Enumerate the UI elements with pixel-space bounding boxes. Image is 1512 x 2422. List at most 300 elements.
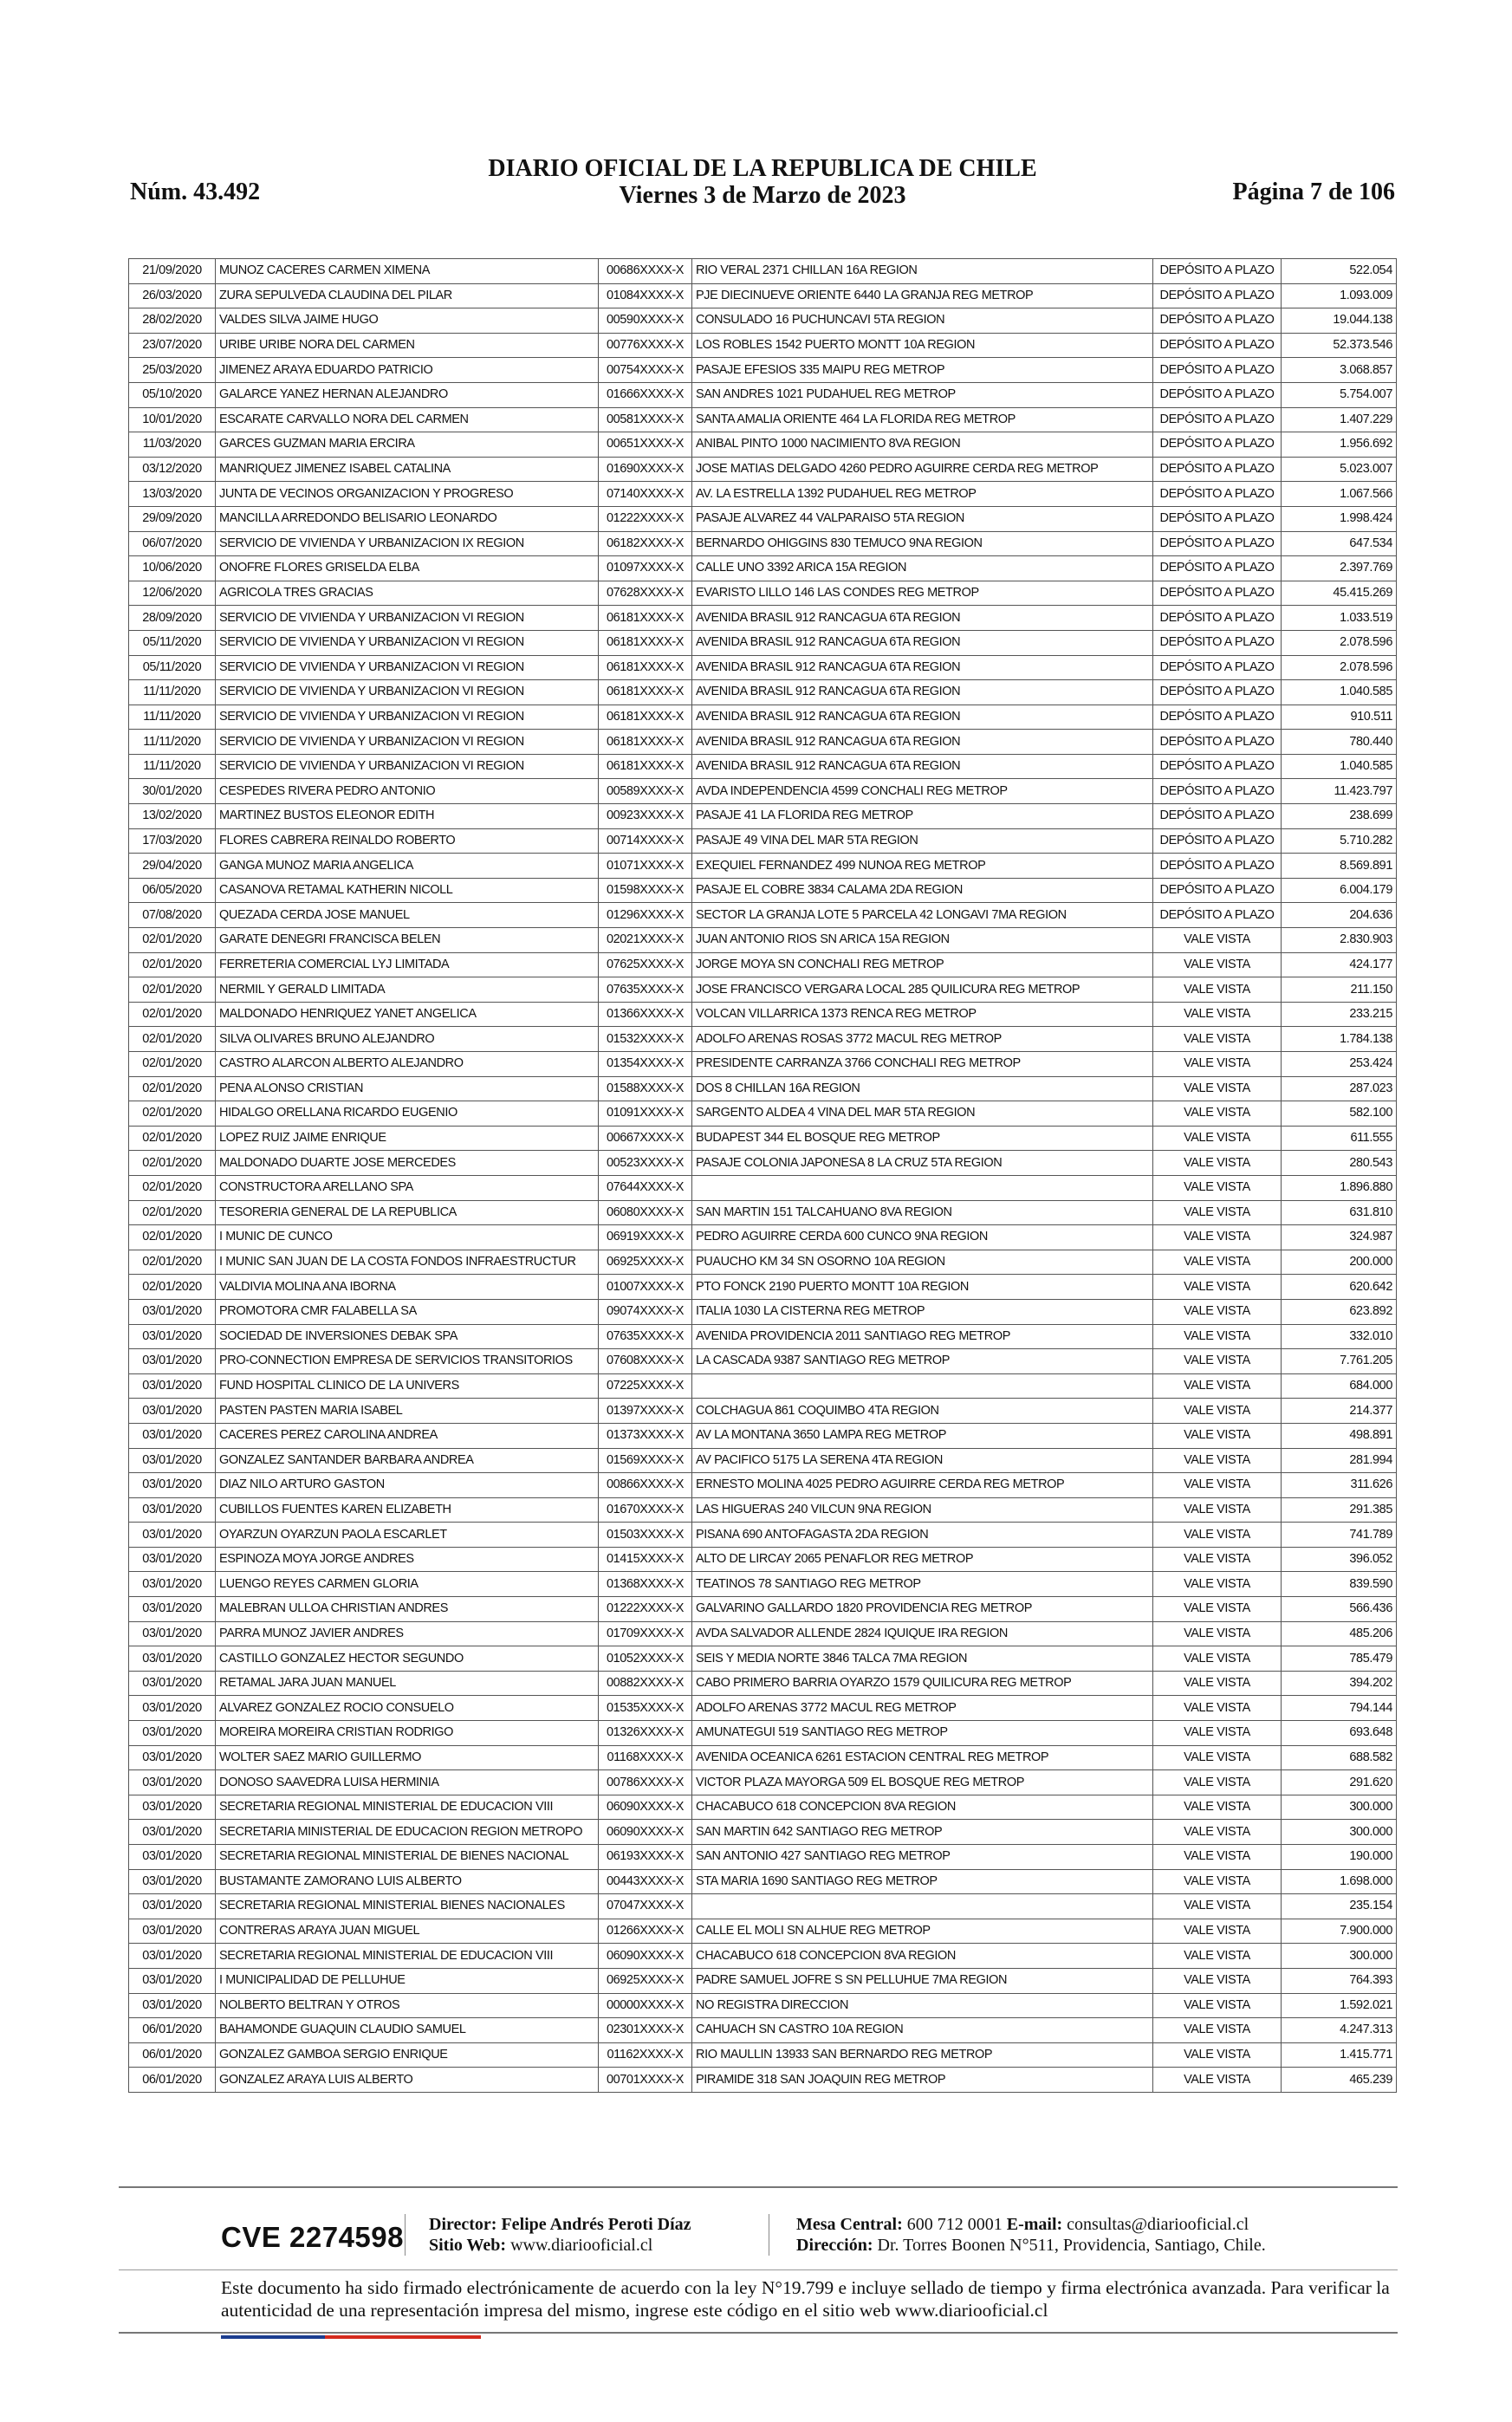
table-row	[129, 1869, 1397, 1894]
rut-cell: 01709XXXX-X	[599, 1621, 692, 1646]
table-row	[129, 1993, 1397, 2018]
amount-cell: 287.023	[1282, 1076, 1397, 1101]
type-cell: VALE VISTA	[1153, 1002, 1282, 1027]
rut-cell: 06919XXXX-X	[599, 1225, 692, 1250]
amount-cell: 2.078.596	[1282, 630, 1397, 655]
type-cell: VALE VISTA	[1153, 977, 1282, 1003]
date-cell: 28/02/2020	[129, 308, 216, 334]
date-cell: 12/06/2020	[129, 581, 216, 606]
type-cell: VALE VISTA	[1153, 1324, 1282, 1349]
rut-cell: 00581XXXX-X	[599, 407, 692, 432]
rut-cell: 01690XXXX-X	[599, 457, 692, 482]
date-cell: 06/01/2020	[129, 2018, 216, 2043]
date-cell: 03/01/2020	[129, 1399, 216, 1424]
footer-separator	[405, 2214, 406, 2256]
address-cell: ALTO DE LIRCAY 2065 PENAFLOR REG METROP	[692, 1547, 1153, 1572]
date-cell: 02/01/2020	[129, 952, 216, 977]
amount-cell: 394.202	[1282, 1671, 1397, 1696]
date-cell: 07/08/2020	[129, 903, 216, 928]
amount-cell: 235.154	[1282, 1894, 1397, 1919]
type-cell: DEPÓSITO A PLAZO	[1153, 407, 1282, 432]
date-cell: 06/01/2020	[129, 2042, 216, 2068]
type-cell: VALE VISTA	[1153, 1671, 1282, 1696]
date-cell: 06/05/2020	[129, 878, 216, 903]
type-cell: VALE VISTA	[1153, 1399, 1282, 1424]
type-cell: VALE VISTA	[1153, 1200, 1282, 1225]
amount-cell: 5.754.007	[1282, 382, 1397, 407]
web-label: Sitio Web:	[429, 2236, 507, 2255]
amount-cell: 2.078.596	[1282, 655, 1397, 680]
name-cell: MANRIQUEZ JIMENEZ ISABEL CATALINA	[216, 457, 599, 482]
type-cell: DEPÓSITO A PLAZO	[1153, 730, 1282, 755]
date-cell: 03/01/2020	[129, 1944, 216, 1969]
type-cell: VALE VISTA	[1153, 2018, 1282, 2043]
amount-cell: 498.891	[1282, 1423, 1397, 1448]
records-table	[128, 258, 1397, 2093]
name-cell: ESCARATE CARVALLO NORA DEL CARMEN	[216, 407, 599, 432]
name-cell: DONOSO SAAVEDRA LUISA HERMINIA	[216, 1770, 599, 1795]
date-cell: 10/01/2020	[129, 407, 216, 432]
address-cell: LAS HIGUERAS 240 VILCUN 9NA REGION	[692, 1497, 1153, 1523]
type-cell: DEPÓSITO A PLAZO	[1153, 482, 1282, 507]
date-cell: 03/01/2020	[129, 1497, 216, 1523]
date-cell: 03/01/2020	[129, 1473, 216, 1498]
rut-cell: 01296XXXX-X	[599, 903, 692, 928]
amount-cell: 5.710.282	[1282, 828, 1397, 854]
amount-cell: 764.393	[1282, 1968, 1397, 1993]
address-cell: JOSE FRANCISCO VERGARA LOCAL 285 QUILICURA REG METROP	[692, 977, 1153, 1003]
table-row	[129, 1770, 1397, 1795]
address-cell: GALVARINO GALLARDO 1820 PROVIDENCIA REG METROP	[692, 1597, 1153, 1622]
date-cell: 11/11/2020	[129, 705, 216, 730]
name-cell: JIMENEZ ARAYA EDUARDO PATRICIO	[216, 358, 599, 383]
name-cell: AGRICOLA TRES GRACIAS	[216, 581, 599, 606]
table-row	[129, 828, 1397, 854]
rut-cell: 00866XXXX-X	[599, 1473, 692, 1498]
amount-cell: 794.144	[1282, 1696, 1397, 1721]
date-cell: 23/07/2020	[129, 333, 216, 358]
amount-cell: 291.620	[1282, 1770, 1397, 1795]
type-cell: DEPÓSITO A PLAZO	[1153, 655, 1282, 680]
type-cell: VALE VISTA	[1153, 1250, 1282, 1275]
page-header	[130, 156, 1395, 217]
type-cell: VALE VISTA	[1153, 1225, 1282, 1250]
type-cell: VALE VISTA	[1153, 1275, 1282, 1300]
name-cell: SECRETARIA REGIONAL MINISTERIAL DE BIENES NACIONAL	[216, 1845, 599, 1870]
rut-cell: 01354XXXX-X	[599, 1052, 692, 1077]
table-row	[129, 556, 1397, 581]
type-cell: DEPÓSITO A PLAZO	[1153, 680, 1282, 705]
rut-cell: 00443XXXX-X	[599, 1869, 692, 1894]
amount-cell: 785.479	[1282, 1646, 1397, 1672]
date-cell: 03/01/2020	[129, 1621, 216, 1646]
date-cell: 03/01/2020	[129, 1572, 216, 1597]
type-cell: VALE VISTA	[1153, 1423, 1282, 1448]
rut-cell: 07625XXXX-X	[599, 952, 692, 977]
address-cell: PIRAMIDE 318 SAN JOAQUIN REG METROP	[692, 2068, 1153, 2093]
date-cell: 25/03/2020	[129, 358, 216, 383]
amount-cell: 1.784.138	[1282, 1027, 1397, 1052]
name-cell: SILVA OLIVARES BRUNO ALEJANDRO	[216, 1027, 599, 1052]
amount-cell: 291.385	[1282, 1497, 1397, 1523]
address-cell: SAN MARTIN 642 SANTIAGO REG METROP	[692, 1820, 1153, 1845]
date-cell: 03/01/2020	[129, 1795, 216, 1820]
type-cell: DEPÓSITO A PLAZO	[1153, 358, 1282, 383]
rut-cell: 01503XXXX-X	[599, 1523, 692, 1548]
name-cell: SOCIEDAD DE INVERSIONES DEBAK SPA	[216, 1324, 599, 1349]
type-cell: VALE VISTA	[1153, 1448, 1282, 1473]
type-cell: VALE VISTA	[1153, 1993, 1282, 2018]
type-cell: VALE VISTA	[1153, 1547, 1282, 1572]
address-cell	[692, 1894, 1153, 1919]
table-row	[129, 308, 1397, 334]
name-cell: PROMOTORA CMR FALABELLA SA	[216, 1299, 599, 1324]
address-cell: PUAUCHO KM 34 SN OSORNO 10A REGION	[692, 1250, 1153, 1275]
rut-cell: 01007XXXX-X	[599, 1275, 692, 1300]
date-cell: 10/06/2020	[129, 556, 216, 581]
table-row	[129, 1572, 1397, 1597]
address-cell: SAN ANDRES 1021 PUDAHUEL REG METROP	[692, 382, 1153, 407]
type-cell: DEPÓSITO A PLAZO	[1153, 531, 1282, 556]
type-cell: VALE VISTA	[1153, 1696, 1282, 1721]
type-cell: VALE VISTA	[1153, 1101, 1282, 1127]
amount-cell: 1.998.424	[1282, 506, 1397, 531]
table-row	[129, 1275, 1397, 1300]
address-cell: PEDRO AGUIRRE CERDA 600 CUNCO 9NA REGION	[692, 1225, 1153, 1250]
date-cell: 06/01/2020	[129, 2068, 216, 2093]
address-cell: CABO PRIMERO BARRIA OYARZO 1579 QUILICURA REG METROP	[692, 1671, 1153, 1696]
page-number: Página 7 de 106	[1232, 179, 1395, 205]
type-cell: DEPÓSITO A PLAZO	[1153, 878, 1282, 903]
type-cell: VALE VISTA	[1153, 1820, 1282, 1845]
type-cell: DEPÓSITO A PLAZO	[1153, 556, 1282, 581]
type-cell: VALE VISTA	[1153, 1919, 1282, 1944]
address-cell: LOS ROBLES 1542 PUERTO MONTT 10A REGION	[692, 333, 1153, 358]
amount-cell: 19.044.138	[1282, 308, 1397, 334]
address-cell: PASAJE EL COBRE 3834 CALAMA 2DA REGION	[692, 878, 1153, 903]
table-row	[129, 1696, 1397, 1721]
type-cell: DEPÓSITO A PLAZO	[1153, 333, 1282, 358]
address-cell: AVENIDA BRASIL 912 RANCAGUA 6TA REGION	[692, 606, 1153, 631]
address-cell: AVENIDA BRASIL 912 RANCAGUA 6TA REGION	[692, 655, 1153, 680]
address-cell: PASAJE ALVAREZ 44 VALPARAISO 5TA REGION	[692, 506, 1153, 531]
footer-top-divider	[119, 2186, 1398, 2188]
web-link[interactable]: www.diariooficial.cl	[510, 2236, 653, 2255]
cve-code: CVE 2274598	[221, 2221, 404, 2253]
amount-cell: 311.626	[1282, 1473, 1397, 1498]
table-row	[129, 1101, 1397, 1127]
name-cell: TESORERIA GENERAL DE LA REPUBLICA	[216, 1200, 599, 1225]
contact-info	[796, 2214, 1266, 2256]
rut-cell: 01670XXXX-X	[599, 1497, 692, 1523]
name-cell: GARATE DENEGRI FRANCISCA BELEN	[216, 928, 599, 953]
table-row	[129, 754, 1397, 779]
address-cell: PISANA 690 ANTOFAGASTA 2DA REGION	[692, 1523, 1153, 1548]
type-cell: VALE VISTA	[1153, 1497, 1282, 1523]
rut-cell: 01162XXXX-X	[599, 2042, 692, 2068]
name-cell: SECRETARIA REGIONAL MINISTERIAL DE EDUCACION VIII	[216, 1795, 599, 1820]
rut-cell: 07635XXXX-X	[599, 977, 692, 1003]
name-cell: SECRETARIA REGIONAL MINISTERIAL BIENES NACIONALES	[216, 1894, 599, 1919]
name-cell: MALEBRAN ULLOA CHRISTIAN ANDRES	[216, 1597, 599, 1622]
date-cell: 02/01/2020	[129, 977, 216, 1003]
table-row	[129, 482, 1397, 507]
date-cell: 11/11/2020	[129, 730, 216, 755]
address-label: Dirección:	[796, 2236, 873, 2255]
date-cell: 03/01/2020	[129, 1745, 216, 1770]
rut-cell: 07635XXXX-X	[599, 1324, 692, 1349]
name-cell: SERVICIO DE VIVIENDA Y URBANIZACION VI REGION	[216, 630, 599, 655]
type-cell: DEPÓSITO A PLAZO	[1153, 506, 1282, 531]
rut-cell: 00923XXXX-X	[599, 804, 692, 829]
amount-cell: 1.896.880	[1282, 1175, 1397, 1200]
type-cell: VALE VISTA	[1153, 1523, 1282, 1548]
address-cell: ADOLFO ARENAS 3772 MACUL REG METROP	[692, 1696, 1153, 1721]
rut-cell: 00589XXXX-X	[599, 779, 692, 804]
date-cell: 11/03/2020	[129, 432, 216, 458]
name-cell: CESPEDES RIVERA PEDRO ANTONIO	[216, 779, 599, 804]
rut-cell: 00776XXXX-X	[599, 333, 692, 358]
amount-cell: 2.830.903	[1282, 928, 1397, 953]
masthead	[130, 156, 1395, 210]
name-cell: MARTINEZ BUSTOS ELEONOR EDITH	[216, 804, 599, 829]
table-row	[129, 1497, 1397, 1523]
name-cell: FUND HOSPITAL CLINICO DE LA UNIVERS	[216, 1373, 599, 1399]
name-cell: NOLBERTO BELTRAN Y OTROS	[216, 1993, 599, 2018]
rut-cell: 06925XXXX-X	[599, 1250, 692, 1275]
rut-cell: 06181XXXX-X	[599, 680, 692, 705]
table-row	[129, 1944, 1397, 1969]
date-cell: 03/01/2020	[129, 1671, 216, 1696]
name-cell: MOREIRA MOREIRA CRISTIAN RODRIGO	[216, 1721, 599, 1746]
table-row	[129, 407, 1397, 432]
address-cell: LA CASCADA 9387 SANTIAGO REG METROP	[692, 1349, 1153, 1374]
date-cell: 03/01/2020	[129, 1721, 216, 1746]
table-row	[129, 1250, 1397, 1275]
amount-cell: 620.642	[1282, 1275, 1397, 1300]
name-cell: I MUNICIPALIDAD DE PELLUHUE	[216, 1968, 599, 1993]
address-cell: ERNESTO MOLINA 4025 PEDRO AGUIRRE CERDA REG METROP	[692, 1473, 1153, 1498]
type-cell: VALE VISTA	[1153, 1968, 1282, 1993]
amount-cell: 190.000	[1282, 1845, 1397, 1870]
name-cell: VALDES SILVA JAIME HUGO	[216, 308, 599, 334]
address-cell: AMUNATEGUI 519 SANTIAGO REG METROP	[692, 1721, 1153, 1746]
table-row	[129, 630, 1397, 655]
table-row	[129, 1894, 1397, 1919]
rut-cell: 06181XXXX-X	[599, 655, 692, 680]
type-cell: VALE VISTA	[1153, 1894, 1282, 1919]
address-cell: PRESIDENTE CARRANZA 3766 CONCHALI REG METROP	[692, 1052, 1153, 1077]
rut-cell: 07628XXXX-X	[599, 581, 692, 606]
rut-cell: 01084XXXX-X	[599, 283, 692, 308]
date-cell: 02/01/2020	[129, 1275, 216, 1300]
date-cell: 02/01/2020	[129, 1076, 216, 1101]
table-row	[129, 1076, 1397, 1101]
type-cell: VALE VISTA	[1153, 1845, 1282, 1870]
amount-cell: 211.150	[1282, 977, 1397, 1003]
date-cell: 05/11/2020	[129, 630, 216, 655]
amount-cell: 631.810	[1282, 1200, 1397, 1225]
address-cell: VOLCAN VILLARRICA 1373 RENCA REG METROP	[692, 1002, 1153, 1027]
rut-cell: 06181XXXX-X	[599, 705, 692, 730]
table-row	[129, 382, 1397, 407]
amount-cell: 684.000	[1282, 1373, 1397, 1399]
date-cell: 06/07/2020	[129, 531, 216, 556]
name-cell: GONZALEZ SANTANDER BARBARA ANDREA	[216, 1448, 599, 1473]
rut-cell: 01532XXXX-X	[599, 1027, 692, 1052]
director-info	[429, 2214, 691, 2256]
table-row	[129, 1349, 1397, 1374]
address-cell: AVDA SALVADOR ALLENDE 2824 IQUIQUE IRA REGION	[692, 1621, 1153, 1646]
type-cell: VALE VISTA	[1153, 952, 1282, 977]
amount-cell: 11.423.797	[1282, 779, 1397, 804]
type-cell: VALE VISTA	[1153, 1944, 1282, 1969]
director-label: Director:	[429, 2215, 497, 2234]
amount-cell: 1.592.021	[1282, 1993, 1397, 2018]
type-cell: DEPÓSITO A PLAZO	[1153, 854, 1282, 879]
table-row	[129, 1373, 1397, 1399]
name-cell: SERVICIO DE VIVIENDA Y URBANIZACION VI REGION	[216, 680, 599, 705]
name-cell: FLORES CABRERA REINALDO ROBERTO	[216, 828, 599, 854]
amount-cell: 7.900.000	[1282, 1919, 1397, 1944]
name-cell: MALDONADO HENRIQUEZ YANET ANGELICA	[216, 1002, 599, 1027]
email-link[interactable]: consultas@diariooficial.cl	[1067, 2215, 1249, 2234]
footer-mid-divider	[119, 2269, 1398, 2270]
table-row	[129, 903, 1397, 928]
date-cell: 05/10/2020	[129, 382, 216, 407]
table-row	[129, 1200, 1397, 1225]
address-cell: AVDA INDEPENDENCIA 4599 CONCHALI REG METROP	[692, 779, 1153, 804]
table-row	[129, 1671, 1397, 1696]
name-cell: HIDALGO ORELLANA RICARDO EUGENIO	[216, 1101, 599, 1127]
address-cell: VICTOR PLAZA MAYORGA 509 EL BOSQUE REG METROP	[692, 1770, 1153, 1795]
amount-cell: 2.397.769	[1282, 556, 1397, 581]
address-cell: ADOLFO ARENAS ROSAS 3772 MACUL REG METROP	[692, 1027, 1153, 1052]
flag-blue-segment	[221, 2335, 325, 2339]
amount-cell: 6.004.179	[1282, 878, 1397, 903]
table-row	[129, 655, 1397, 680]
address-cell: AV PACIFICO 5175 LA SERENA 4TA REGION	[692, 1448, 1153, 1473]
name-cell: BUSTAMANTE ZAMORANO LUIS ALBERTO	[216, 1869, 599, 1894]
table-row	[129, 2018, 1397, 2043]
date-cell: 03/01/2020	[129, 1448, 216, 1473]
name-cell: NERMIL Y GERALD LIMITADA	[216, 977, 599, 1003]
type-cell: VALE VISTA	[1153, 1175, 1282, 1200]
date-cell: 03/12/2020	[129, 457, 216, 482]
name-cell: GARCES GUZMAN MARIA ERCIRA	[216, 432, 599, 458]
rut-cell: 01052XXXX-X	[599, 1646, 692, 1672]
address-cell: RIO VERAL 2371 CHILLAN 16A REGION	[692, 259, 1153, 284]
table-row	[129, 977, 1397, 1003]
table-row	[129, 730, 1397, 755]
name-cell: CASANOVA RETAMAL KATHERIN NICOLL	[216, 878, 599, 903]
rut-cell: 01397XXXX-X	[599, 1399, 692, 1424]
type-cell: VALE VISTA	[1153, 2042, 1282, 2068]
name-cell: CACERES PEREZ CAROLINA ANDREA	[216, 1423, 599, 1448]
rut-cell: 06181XXXX-X	[599, 730, 692, 755]
amount-cell: 3.068.857	[1282, 358, 1397, 383]
amount-cell: 485.206	[1282, 1621, 1397, 1646]
type-cell: VALE VISTA	[1153, 1770, 1282, 1795]
rut-cell: 06090XXXX-X	[599, 1944, 692, 1969]
rut-cell: 06193XXXX-X	[599, 1845, 692, 1870]
type-cell: VALE VISTA	[1153, 1299, 1282, 1324]
amount-cell: 324.987	[1282, 1225, 1397, 1250]
name-cell: I MUNIC DE CUNCO	[216, 1225, 599, 1250]
name-cell: DIAZ NILO ARTURO GASTON	[216, 1473, 599, 1498]
amount-cell: 52.373.546	[1282, 333, 1397, 358]
type-cell: VALE VISTA	[1153, 1572, 1282, 1597]
name-cell: GONZALEZ GAMBOA SERGIO ENRIQUE	[216, 2042, 599, 2068]
type-cell: DEPÓSITO A PLAZO	[1153, 804, 1282, 829]
address-cell: JUAN ANTONIO RIOS SN ARICA 15A REGION	[692, 928, 1153, 953]
name-cell: CASTILLO GONZALEZ HECTOR SEGUNDO	[216, 1646, 599, 1672]
table-row	[129, 1597, 1397, 1622]
name-cell: GONZALEZ ARAYA LUIS ALBERTO	[216, 2068, 599, 2093]
date-cell: 17/03/2020	[129, 828, 216, 854]
address-cell: AV. LA ESTRELLA 1392 PUDAHUEL REG METROP	[692, 482, 1153, 507]
amount-cell: 396.052	[1282, 1547, 1397, 1572]
date-cell: 02/01/2020	[129, 1002, 216, 1027]
amount-cell: 200.000	[1282, 1250, 1397, 1275]
rut-cell: 01366XXXX-X	[599, 1002, 692, 1027]
name-cell: BAHAMONDE GUAQUIN CLAUDIO SAMUEL	[216, 2018, 599, 2043]
table-row	[129, 854, 1397, 879]
address-cell: JORGE MOYA SN CONCHALI REG METROP	[692, 952, 1153, 977]
date-cell: 03/01/2020	[129, 1845, 216, 1870]
rut-cell: 01368XXXX-X	[599, 1572, 692, 1597]
amount-cell: 1.407.229	[1282, 407, 1397, 432]
address-cell: SEIS Y MEDIA NORTE 3846 TALCA 7MA REGION	[692, 1646, 1153, 1672]
amount-cell: 780.440	[1282, 730, 1397, 755]
address-cell: PASAJE 41 LA FLORIDA REG METROP	[692, 804, 1153, 829]
rut-cell: 06080XXXX-X	[599, 1200, 692, 1225]
name-cell: ESPINOZA MOYA JORGE ANDRES	[216, 1547, 599, 1572]
address-cell	[692, 1175, 1153, 1200]
name-cell: SERVICIO DE VIVIENDA Y URBANIZACION VI REGION	[216, 754, 599, 779]
date-cell: 03/01/2020	[129, 1770, 216, 1795]
name-cell: MALDONADO DUARTE JOSE MERCEDES	[216, 1151, 599, 1176]
type-cell: DEPÓSITO A PLAZO	[1153, 581, 1282, 606]
address-value: Dr. Torres Boonen N°511, Providencia, Santiago, Chile.	[877, 2236, 1266, 2255]
director-name: Felipe Andrés Peroti Díaz	[501, 2215, 691, 2234]
address-cell: STA MARIA 1690 SANTIAGO REG METROP	[692, 1869, 1153, 1894]
name-cell: CUBILLOS FUENTES KAREN ELIZABETH	[216, 1497, 599, 1523]
amount-cell: 233.215	[1282, 1002, 1397, 1027]
name-cell: URIBE URIBE NORA DEL CARMEN	[216, 333, 599, 358]
address-cell: PJE DIECINUEVE ORIENTE 6440 LA GRANJA REG METROP	[692, 283, 1153, 308]
date-cell: 03/01/2020	[129, 1423, 216, 1448]
name-cell: FERRETERIA COMERCIAL LYJ LIMITADA	[216, 952, 599, 977]
table-row	[129, 1151, 1397, 1176]
date-cell: 02/01/2020	[129, 1027, 216, 1052]
rut-cell: 00882XXXX-X	[599, 1671, 692, 1696]
address-cell: SAN ANTONIO 427 SANTIAGO REG METROP	[692, 1845, 1153, 1870]
type-cell: VALE VISTA	[1153, 1052, 1282, 1077]
table-row	[129, 1721, 1397, 1746]
type-cell: VALE VISTA	[1153, 1597, 1282, 1622]
rut-cell: 01222XXXX-X	[599, 506, 692, 531]
table-row	[129, 606, 1397, 631]
mesa-phone: 600 712 0001	[906, 2215, 1003, 2234]
type-cell: DEPÓSITO A PLAZO	[1153, 828, 1282, 854]
amount-cell: 1.415.771	[1282, 2042, 1397, 2068]
table-row	[129, 1968, 1397, 1993]
table-row	[129, 1473, 1397, 1498]
address-cell: AV LA MONTANA 3650 LAMPA REG METROP	[692, 1423, 1153, 1448]
type-cell: VALE VISTA	[1153, 1473, 1282, 1498]
address-cell: RIO MAULLIN 13933 SAN BERNARDO REG METROP	[692, 2042, 1153, 2068]
